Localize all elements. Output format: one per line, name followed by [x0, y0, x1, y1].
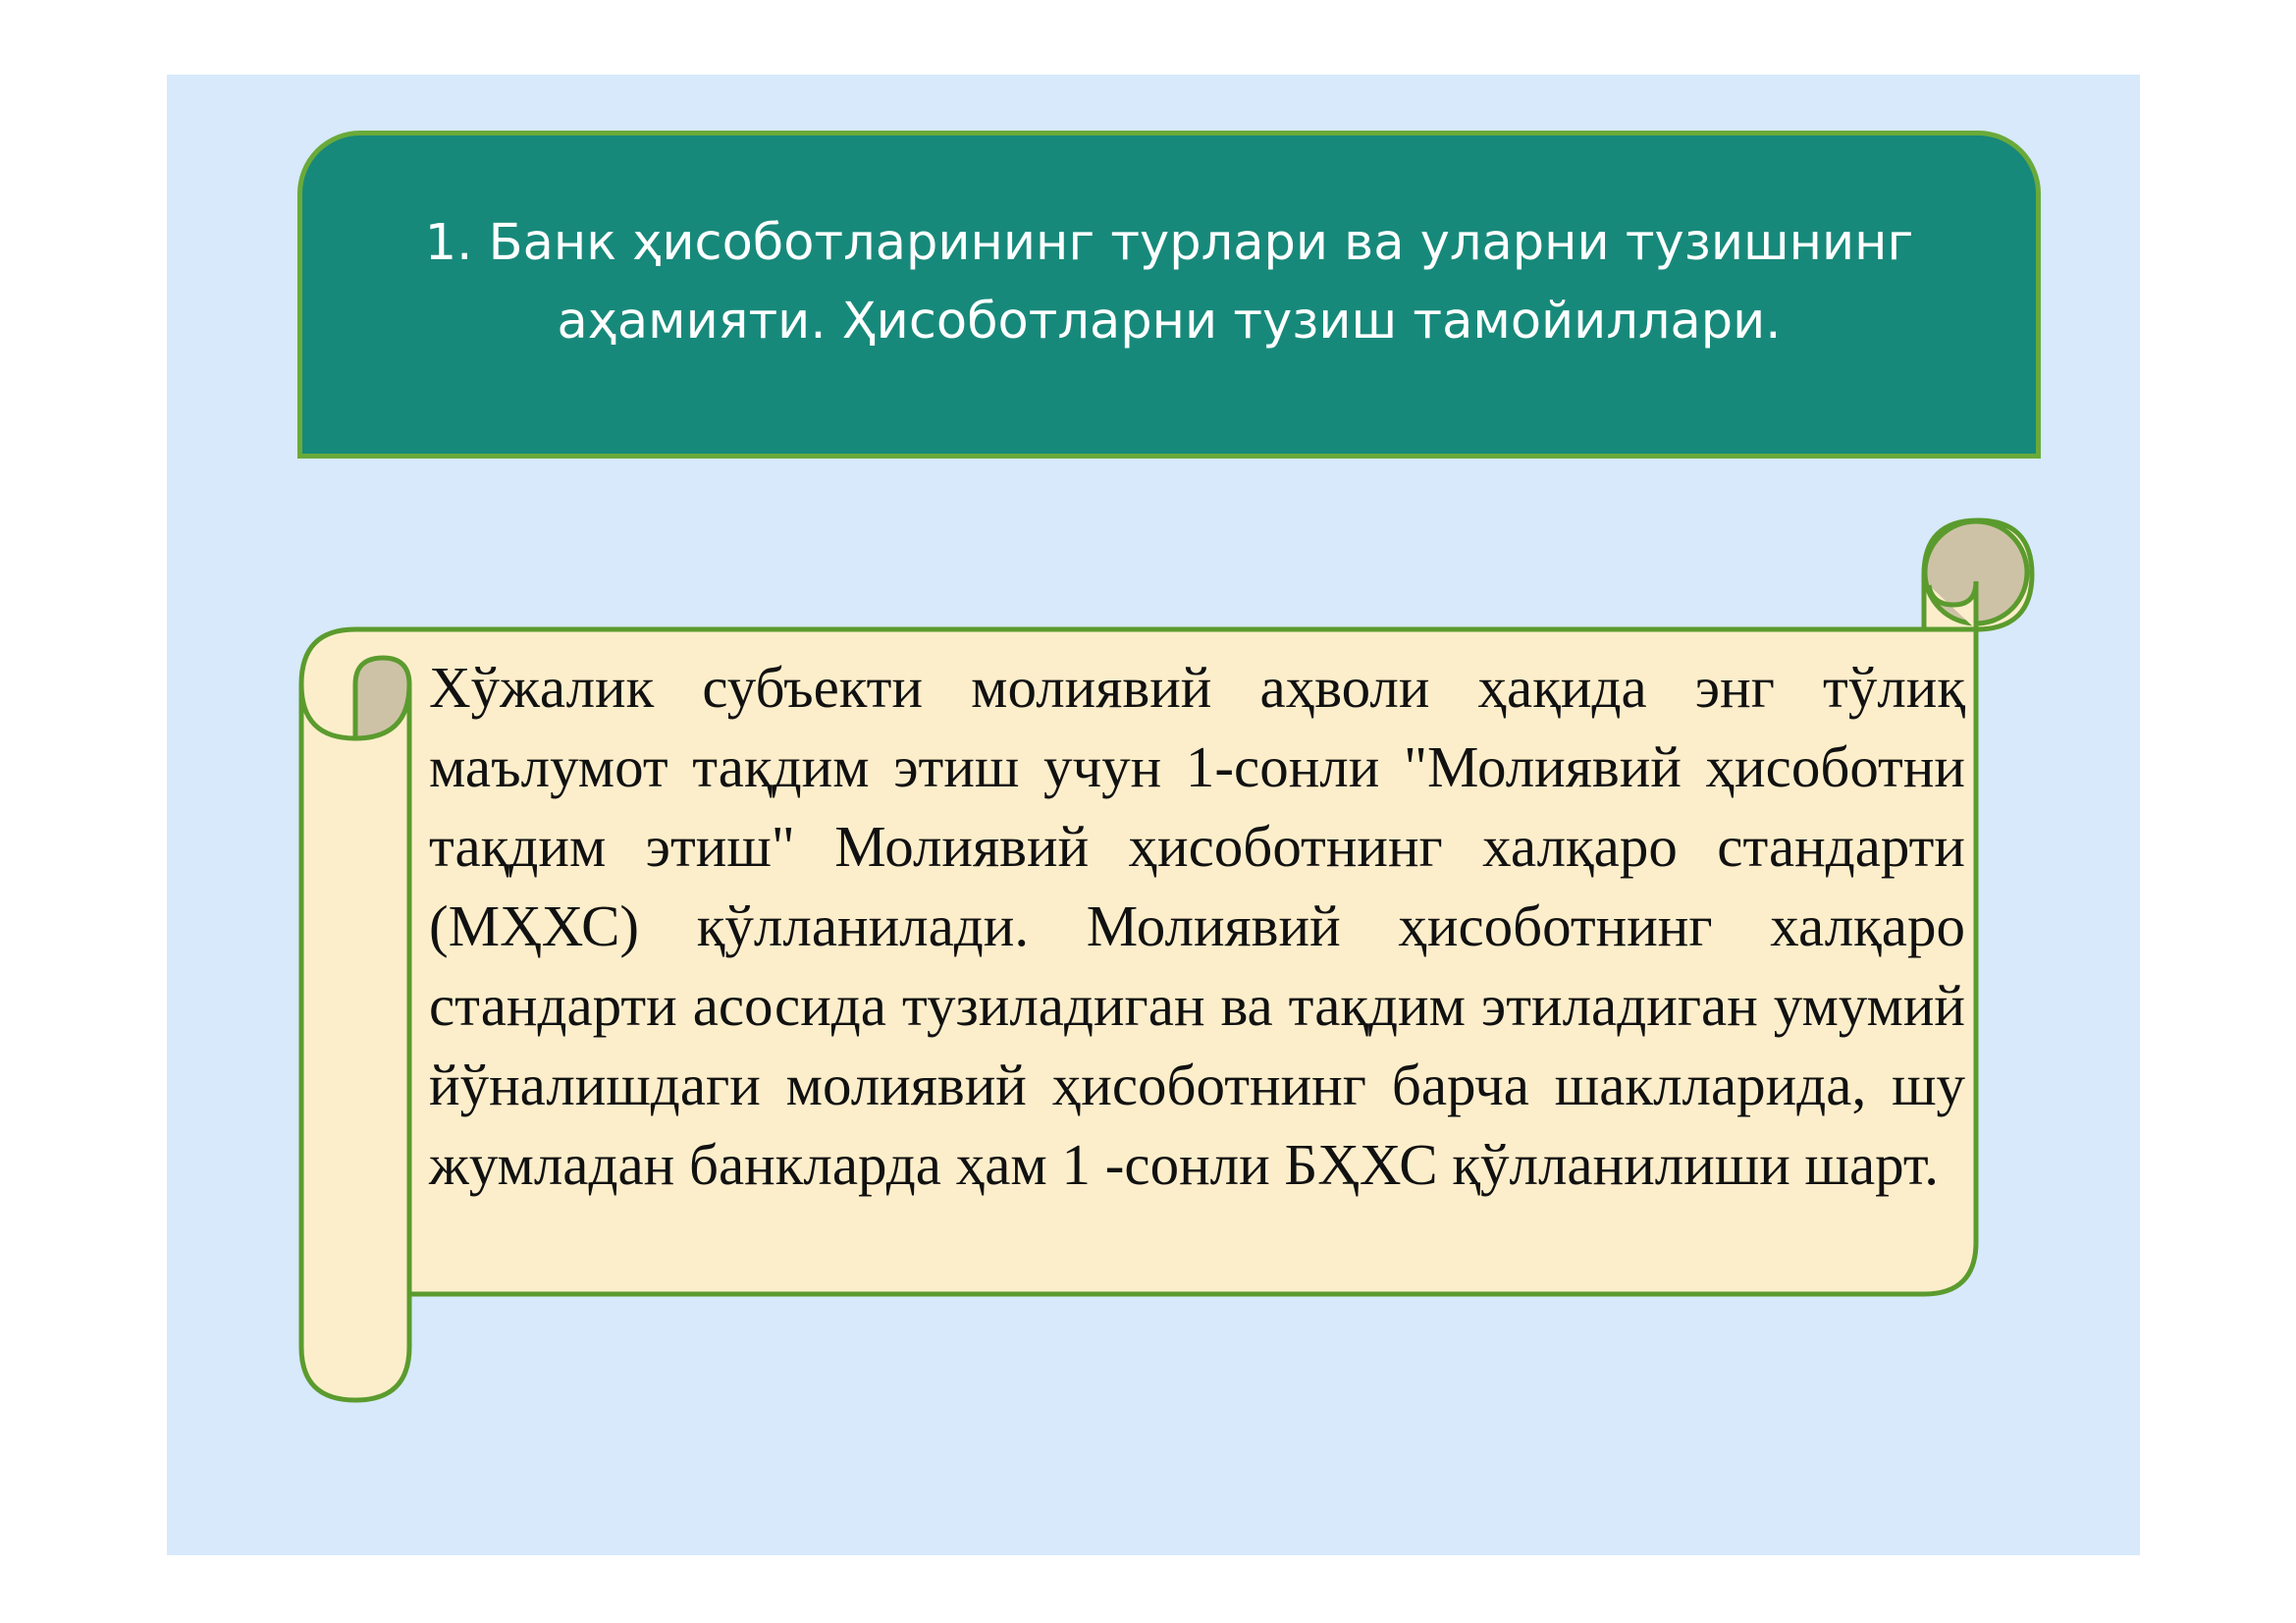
slide-body-text: Хўжалик субъекти молиявий аҳволи ҳақида энг тўлиқ маълумот тақдим этиш учун 1-сонли "Молиявий ҳисоботни тақдим этиш" Молиявий ҳисоботнинг халқаро стандарти (МҲХС) қўлланилади. Молиявий ҳисоботнинг халқаро стандарти асосида тузиладиган ва тақдим этиладиган умумий йўналишдаги молиявий ҳисоботнинг барча шаклларида, шу жумладан банкларда ҳам 1 -сонли БҲХС қўлланилиши шарт.	[429, 655, 1965, 1197]
slide-title: 1. Банк ҳисоботларининг турлари ва уларни тузишнинг аҳамияти. Ҳисоботларни тузиш тамойиллари.	[424, 214, 1914, 351]
